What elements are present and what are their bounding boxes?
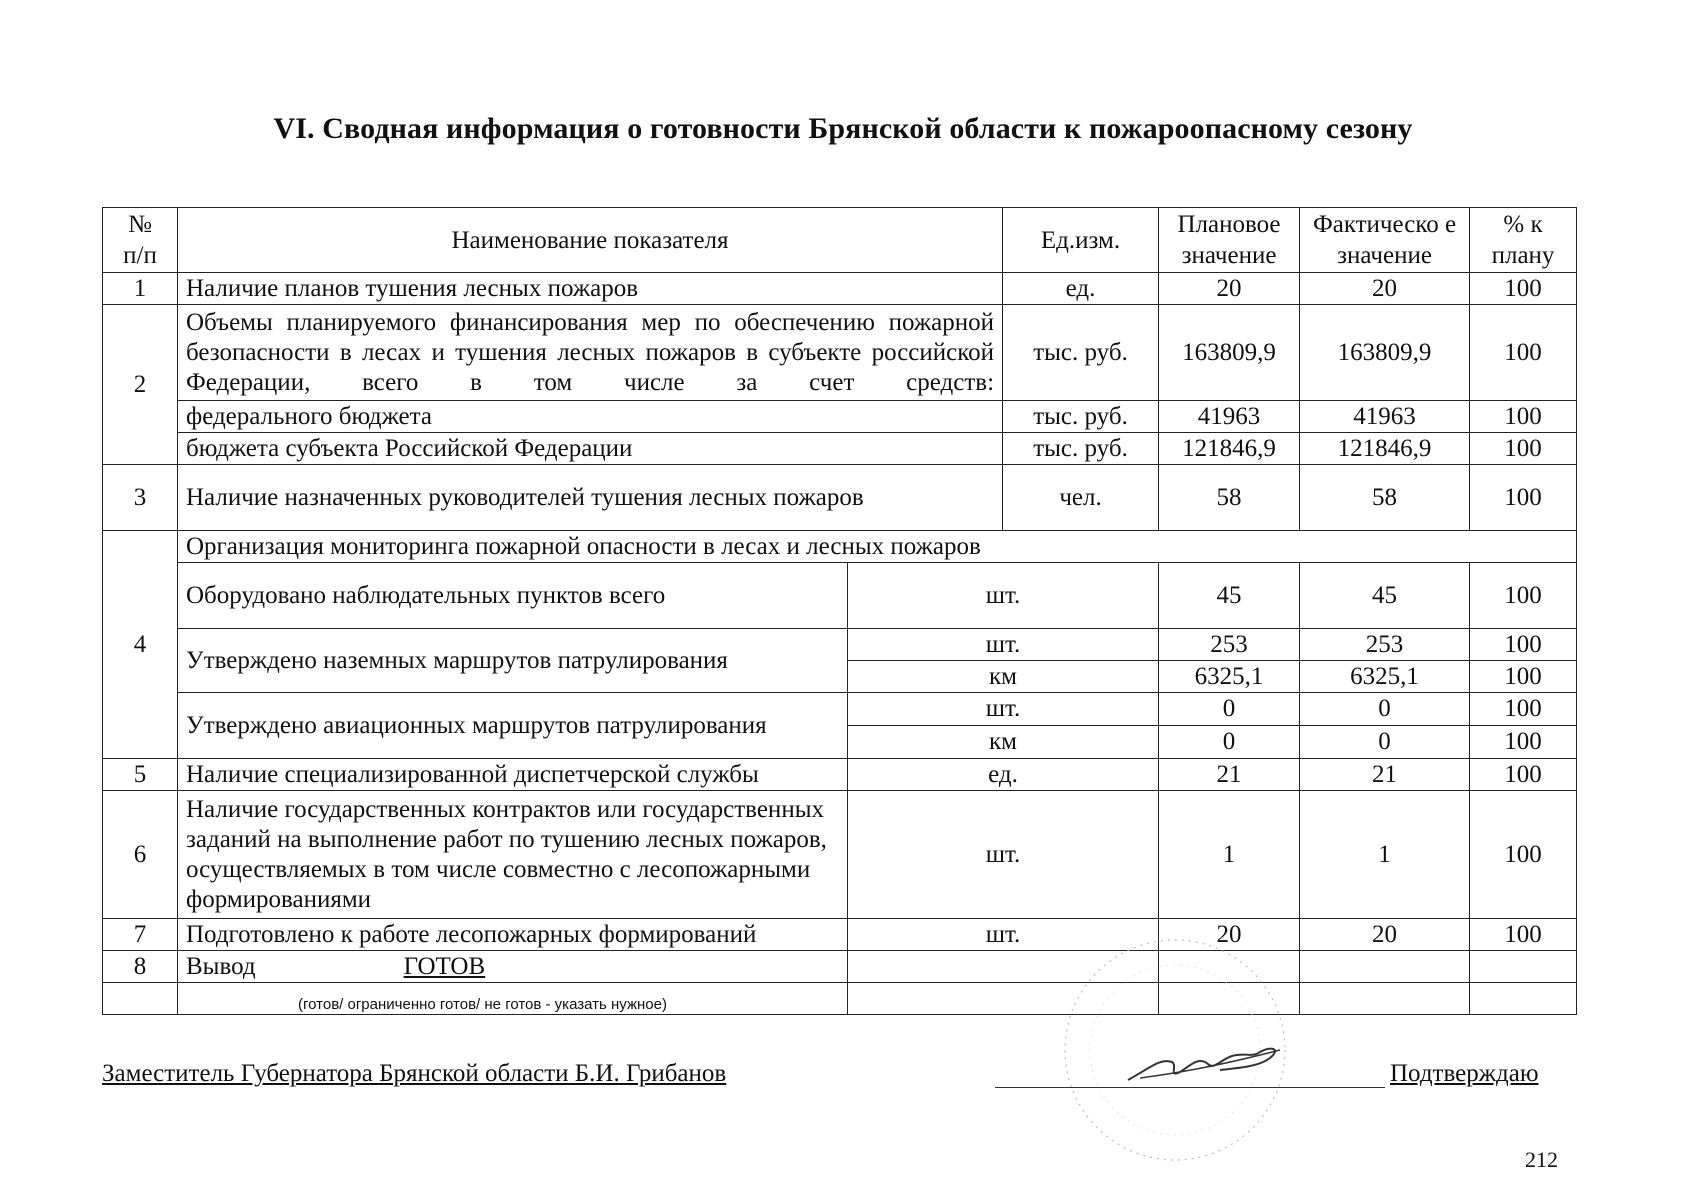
signature-line — [995, 1087, 1385, 1088]
row-num: 6 — [103, 791, 178, 919]
row-pct: 100 — [1470, 563, 1577, 629]
row-name: Подготовлено к работе лесопожарных формирований — [178, 919, 848, 951]
row-pct: 100 — [1470, 629, 1577, 661]
row-fact: 58 — [1300, 465, 1470, 531]
row-pct: 100 — [1470, 693, 1577, 726]
row-fact: 41963 — [1300, 401, 1470, 433]
row-fact: 121846,9 — [1300, 433, 1470, 465]
row-num: 2 — [103, 305, 178, 465]
row-name: Оборудовано наблюдательных пунктов всего — [178, 563, 848, 629]
row-plan: 45 — [1159, 563, 1300, 629]
row-pct — [1470, 951, 1577, 983]
row-plan: 0 — [1159, 726, 1300, 759]
table-row — [103, 465, 1577, 531]
row-unit: шт. — [848, 629, 1159, 661]
row-num: 4 — [103, 531, 178, 759]
row-unit: шт. — [848, 693, 1159, 726]
row-fact: 0 — [1300, 693, 1470, 726]
row-fact: 0 — [1300, 726, 1470, 759]
row-unit: ед. — [848, 759, 1159, 791]
table-row — [103, 629, 1577, 661]
row-unit: тыс. руб. — [1003, 305, 1159, 401]
row-pct: 100 — [1470, 401, 1577, 433]
row-plan: 163809,9 — [1159, 305, 1300, 401]
row-plan: 41963 — [1159, 401, 1300, 433]
table-row — [103, 983, 1577, 1015]
page-number: 212 — [1525, 1147, 1558, 1172]
row-num: 8 — [103, 951, 178, 983]
conclusion-label: Вывод — [186, 952, 256, 980]
signature-mark — [1120, 1038, 1290, 1088]
row-unit: тыс. руб. — [1003, 401, 1159, 433]
table-row — [103, 401, 1577, 433]
table-row — [103, 693, 1577, 726]
conclusion-note: (готов/ ограниченно готов/ не готов - указать нужное) — [178, 983, 848, 1015]
row-fact: 21 — [1300, 759, 1470, 791]
row-name: Наличие государственных контрактов или государственных заданий на выполнение работ по тушению лесных пожаров, осуществляемых в том числе совместно с лесопожарными формированиями — [178, 791, 848, 919]
conclusion-value: ГОТОВ — [403, 952, 486, 980]
row-name: бюджета субъекта Российской Федерации — [178, 433, 1003, 465]
row-num: 7 — [103, 919, 178, 951]
row-pct: 100 — [1470, 305, 1577, 401]
row-name: Утверждено наземных маршрутов патрулирования — [178, 629, 848, 693]
row-fact: 253 — [1300, 629, 1470, 661]
row-plan: 253 — [1159, 629, 1300, 661]
row-num: 1 — [103, 273, 178, 305]
confirm-label: Подтверждаю — [1390, 1060, 1539, 1087]
row-unit: шт. — [848, 791, 1159, 919]
header-name: Наименование показателя — [178, 208, 1003, 273]
row-plan: 6325,1 — [1159, 661, 1300, 693]
row-name: Организация мониторинга пожарной опасности в лесах и лесных пожаров — [178, 531, 1577, 563]
page-title: VI. Сводная информация о готовности Брянской области к пожароопасному сезону — [273, 112, 1413, 145]
row-name: Утверждено авиационных маршрутов патрулирования — [178, 693, 848, 759]
row-fact: 1 — [1300, 791, 1470, 919]
row-fact: 6325,1 — [1300, 661, 1470, 693]
row-fact — [1300, 983, 1470, 1015]
conclusion-cell — [178, 951, 848, 983]
table-row — [103, 531, 1577, 563]
row-fact: 20 — [1300, 919, 1470, 951]
row-pct — [1470, 983, 1577, 1015]
row-plan: 58 — [1159, 465, 1300, 531]
table-row — [103, 433, 1577, 465]
row-pct: 100 — [1470, 726, 1577, 759]
header-pct: % к плану — [1470, 208, 1577, 273]
row-plan: 0 — [1159, 693, 1300, 726]
row-pct: 100 — [1470, 273, 1577, 305]
row-num: 5 — [103, 759, 178, 791]
table-row — [103, 951, 1577, 983]
row-pct: 100 — [1470, 433, 1577, 465]
row-unit: шт. — [848, 919, 1159, 951]
row-plan: 20 — [1159, 919, 1300, 951]
signatory: Заместитель Губернатора Брянской области Б.И. Грибанов — [102, 1060, 727, 1087]
header-fact: Фактическо е значение — [1300, 208, 1470, 273]
row-pct: 100 — [1470, 661, 1577, 693]
row-name: Объемы планируемого финансирования мер по обеспечению пожарной безопасности в лесах и тушения лесных пожаров в субъекте российской Федерации, всего в том числе за счет средств: — [178, 305, 1003, 401]
row-pct: 100 — [1470, 791, 1577, 919]
row-name: Наличие специализированной диспетчерской службы — [178, 759, 848, 791]
row-unit: ед. — [1003, 273, 1159, 305]
row-pct: 100 — [1470, 465, 1577, 531]
table-row — [103, 563, 1577, 629]
table-header-row — [103, 208, 1577, 273]
row-fact: 20 — [1300, 273, 1470, 305]
table-row — [103, 759, 1577, 791]
row-plan: 21 — [1159, 759, 1300, 791]
table-row — [103, 919, 1577, 951]
row-unit: км — [848, 661, 1159, 693]
header-num: № п/п — [103, 208, 178, 273]
row-plan: 1 — [1159, 791, 1300, 919]
row-unit: тыс. руб. — [1003, 433, 1159, 465]
row-plan: 20 — [1159, 273, 1300, 305]
row-pct: 100 — [1470, 759, 1577, 791]
header-unit: Ед.изм. — [1003, 208, 1159, 273]
row-name: Наличие планов тушения лесных пожаров — [178, 273, 1003, 305]
row-name: федерального бюджета — [178, 401, 1003, 433]
row-plan: 121846,9 — [1159, 433, 1300, 465]
row-name: Наличие назначенных руководителей тушения лесных пожаров — [178, 465, 1003, 531]
table-row — [103, 305, 1577, 401]
row-fact: 45 — [1300, 563, 1470, 629]
row-unit: шт. — [848, 563, 1159, 629]
row-fact: 163809,9 — [1300, 305, 1470, 401]
row-fact — [1300, 951, 1470, 983]
header-plan: Плановое значение — [1159, 208, 1300, 273]
row-num — [103, 983, 178, 1015]
row-unit: км — [848, 726, 1159, 759]
row-num: 3 — [103, 465, 178, 531]
readiness-table — [102, 207, 1577, 1015]
row-pct: 100 — [1470, 919, 1577, 951]
table-row — [103, 791, 1577, 919]
row-unit: чел. — [1003, 465, 1159, 531]
table-row — [103, 273, 1577, 305]
